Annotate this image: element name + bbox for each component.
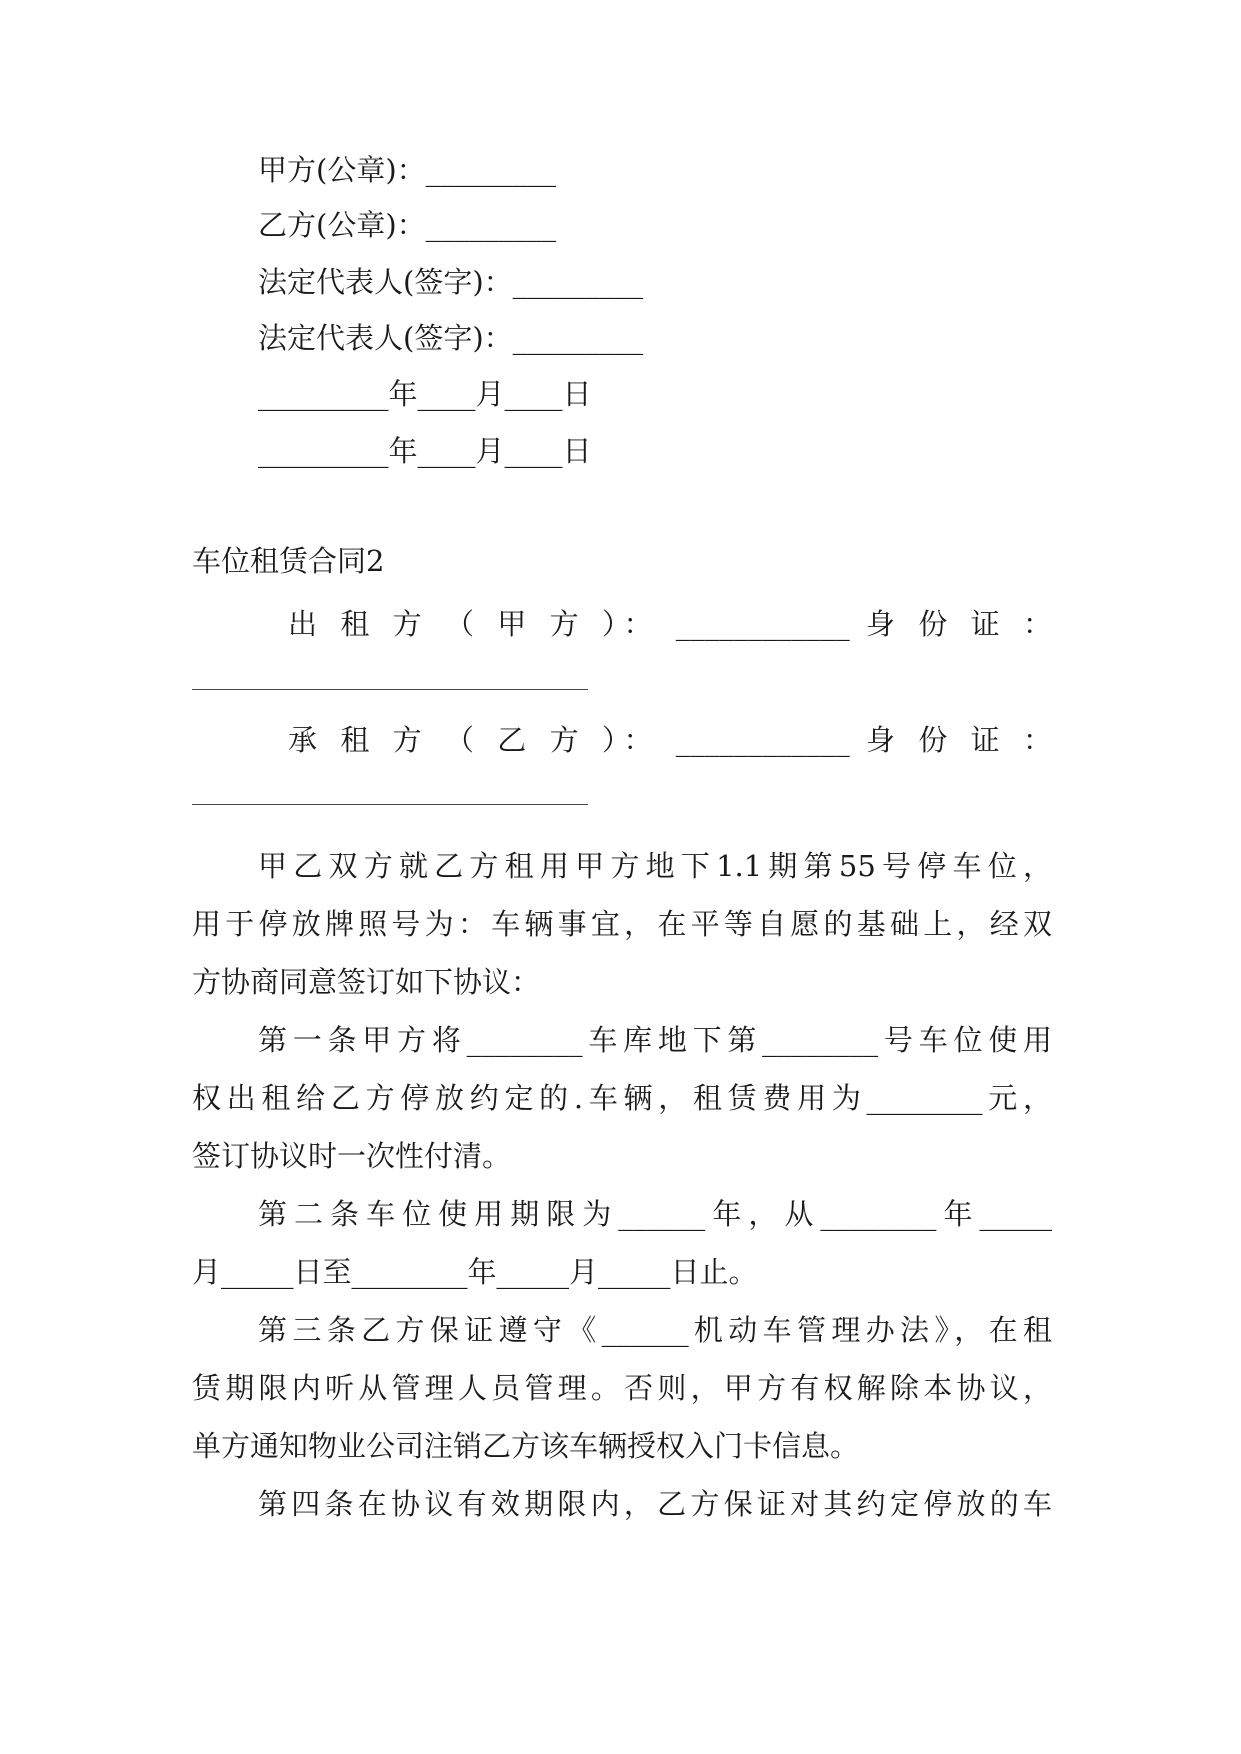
article-1-line: 权出租给乙方停放约定的.车辆，租赁费用为________元，	[192, 1081, 1052, 1115]
legal-rep-signature-line-b: 法定代表人(签字)：_________	[258, 321, 644, 355]
article-4-line: 第四条在协议有效期限内，乙方保证对其约定停放的车	[258, 1487, 1052, 1521]
paragraph-line: 用于停放牌照号为：车辆事宜，在平等自愿的基础上，经双	[192, 907, 1052, 941]
paragraph-line: 甲乙双方就乙方租用甲方地下1.1期第55号停车位，	[258, 849, 1052, 883]
paragraph-line: 方协商同意签订如下协议：	[192, 965, 541, 999]
article-1-line: 签订协议时一次性付清。	[192, 1139, 512, 1173]
article-3-line: 赁期限内听从管理人员管理。否则，甲方有权解除本协议，	[192, 1371, 1052, 1405]
legal-rep-signature-line-a: 法定代表人(签字)：_________	[258, 265, 644, 299]
party-a-seal-line: 甲方(公章)：_________	[258, 153, 557, 187]
party-b-seal-line: 乙方(公章)：_________	[258, 208, 557, 242]
lessor-id-blank	[192, 689, 588, 690]
lessee-row: 承 租 方 （ 乙 方 ）： ____________ 身 份 证 ：	[288, 723, 1052, 757]
article-2-line: 月_____日至________年_____月_____日止。	[192, 1255, 758, 1289]
date-line-a: _________年____月____日	[258, 377, 592, 411]
lessor-row: 出 租 方 （ 甲 方 ）： ____________ 身 份 证 ：	[288, 607, 1052, 641]
article-1-line: 第一条甲方将________车库地下第________号车位使用	[258, 1023, 1052, 1057]
contract-title: 车位租赁合同2	[192, 544, 385, 578]
article-3-line: 单方通知物业公司注销乙方该车辆授权入门卡信息。	[192, 1429, 860, 1463]
date-line-b: _________年____月____日	[258, 434, 592, 468]
article-3-line: 第三条乙方保证遵守《______机动车管理办法》，在租	[258, 1313, 1052, 1347]
lessee-id-blank	[192, 804, 588, 805]
article-2-line: 第二条车位使用期限为______年，从________年_____	[258, 1197, 1052, 1231]
